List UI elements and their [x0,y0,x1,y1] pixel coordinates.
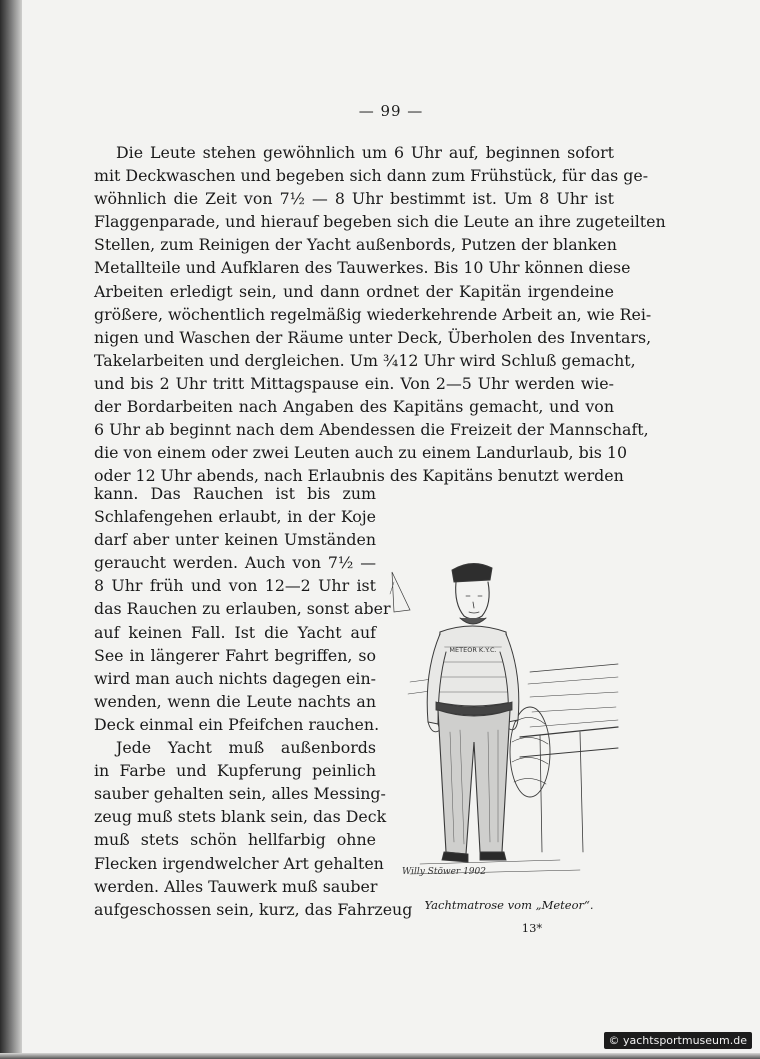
text-line: und bis 2 Uhr tritt Mittagspause ein. Von 2—5 Uhr werden wie- [94,373,614,393]
text-line: nigen und Waschen der Räume unter Deck, Überholen des Inventars, [94,327,652,347]
text-line: oder 12 Uhr abends, nach Erlaubnis des Kapitäns benutzt werden [94,466,624,486]
text-line: Flecken irgendwelcher Art gehalten [94,853,384,873]
text-line: Metallteile und Aufklaren des Tauwerkes. Bis 10 Uhr können diese [94,258,631,278]
text-line: wenden, wenn die Leute nachts an [94,691,376,711]
book-binding-shadow [0,0,22,1059]
text-line: der Bordarbeiten nach Angaben des Kapitäns gemacht, und von [94,397,614,417]
text-line: Deck einmal ein Pfeifchen rauchen. [94,714,380,734]
sailor-illustration [380,552,620,897]
text-line: das Rauchen zu erlauben, sonst aber [94,599,391,619]
text-line: Stellen, zum Reinigen der Yacht außenbords, Putzen der blanken [94,235,617,255]
text-line: muß stets schön hellfarbig ohne [94,830,376,850]
watermark: © yachtsportmuseum.de [604,1032,752,1049]
text-line: Jede Yacht muß außenbords [116,738,376,758]
text-line: 6 Uhr ab beginnt nach dem Abendessen die Freizeit der Mannschaft, [94,420,649,440]
text-line: 8 Uhr früh und von 12—2 Uhr ist [94,576,376,596]
text-line: Flaggenparade, und hierauf begeben sich die Leute an ihre zugeteilten [94,212,666,232]
text-line: wöhnlich die Zeit von 7½ — 8 Uhr bestimmt ist. Um 8 Uhr ist [94,189,614,209]
text-line: größere, wöchentlich regelmäßig wiederkehrende Arbeit an, wie Rei- [94,304,652,324]
text-line: darf aber unter keinen Umständen [94,530,376,550]
text-line: geraucht werden. Auch von 7½ — [94,553,376,573]
page-number: — 99 — [358,102,424,120]
paragraph-column [94,482,413,921]
text-line: kann. Das Rauchen ist bis zum [94,484,376,503]
text-line: auf keinen Fall. Ist die Yacht auf [94,622,376,642]
text-line: werden. Alles Tauwerk muß sauber [94,876,378,896]
text-line: aufgeschossen sein, kurz, das Fahrzeug [94,899,413,919]
book-page [22,0,760,1053]
text-line: Die Leute stehen gewöhnlich um 6 Uhr auf, beginnen sofort [116,143,614,162]
text-line: Arbeiten erledigt sein, und dann ordnet der Kapitän irgendeine [94,281,614,301]
text-line: mit Deckwaschen und begeben sich dann zum Frühstück, für das ge- [94,166,649,186]
artist-signature: Willy Stöwer 1902 [402,867,486,877]
text-line: zeug muß stets blank sein, das Deck [94,807,387,827]
text-line: Takelarbeiten und dergleichen. Um ¾12 Uhr wird Schluß gemacht, [94,350,636,370]
text-line: wird man auch nichts dagegen ein- [94,668,376,688]
text-line: die von einem oder zwei Leuten auch zu einem Landurlaub, bis 10 [94,443,627,463]
sailor-drawing-icon [380,552,620,897]
text-line: Schlafengehen erlaubt, in der Koje [94,507,376,527]
figure-caption: Yachtmatrose vom „Meteor“. [424,898,594,912]
paragraph-full-width [94,141,666,487]
signature-mark: 13* [521,921,543,935]
text-line: See in längerer Fahrt begriffen, so [94,645,376,665]
shirt-lettering: METEOR K.Y.C. [449,646,497,654]
text-line: sauber gehalten sein, alles Messing- [94,784,386,804]
text-line: in Farbe und Kupferung peinlich [94,761,376,781]
page-bottom-edge [0,1053,760,1059]
